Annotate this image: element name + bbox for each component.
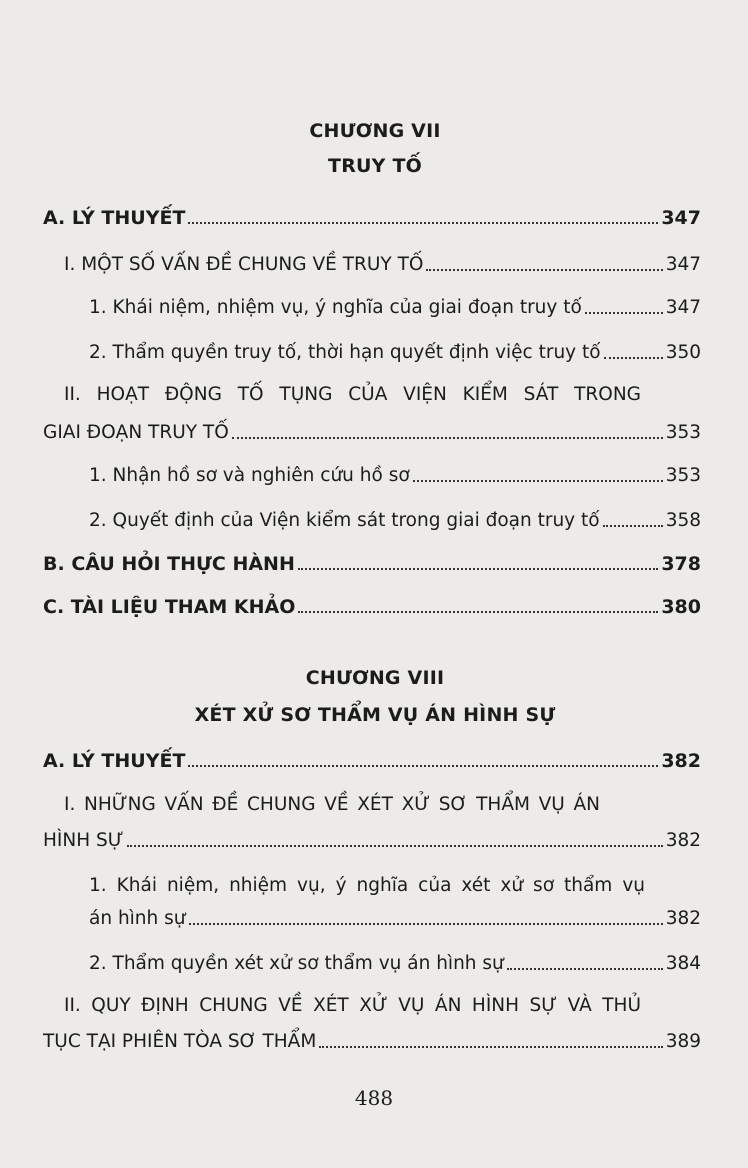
toc-entry-page: 382 [665, 908, 701, 929]
dot-leader [298, 566, 658, 570]
toc-entry-page: 347 [661, 207, 701, 229]
toc-entry[interactable] [43, 829, 701, 853]
toc-entry-text: A. LÝ THUYẾT [43, 750, 186, 772]
toc-entry-text-line1[interactable]: II. QUY ĐỊNH CHUNG VỀ XÉT XỬ VỤ ÁN HÌNH SỰ VÀ THỦ [64, 995, 641, 1016]
toc-entry-text: 2. Thẩm quyền truy tố, thời hạn quyết định việc truy tố [89, 342, 601, 363]
toc-entry[interactable] [89, 464, 701, 488]
dot-leader [426, 267, 662, 271]
toc-entry[interactable] [43, 749, 701, 773]
dot-leader [319, 1044, 662, 1048]
toc-entry-page: 380 [661, 596, 701, 618]
toc-entry-text: 2. Quyết định của Viện kiểm sát trong giai đoạn truy tố [89, 510, 600, 531]
toc-entry-text: HÌNH SỰ [43, 830, 124, 851]
dot-leader [188, 220, 658, 224]
toc-entry[interactable] [43, 1030, 701, 1054]
dot-leader [585, 310, 663, 314]
toc-entry-text: B. CÂU HỎI THỰC HÀNH [43, 553, 295, 575]
toc-entry-text: I. MỘT SỐ VẤN ĐỀ CHUNG VỀ TRUY TỐ [64, 254, 424, 275]
chapter-7-title: TRUY TỐ [328, 155, 422, 177]
dot-leader [603, 523, 663, 527]
toc-entry-page: 389 [665, 1031, 701, 1052]
dot-leader [298, 609, 658, 613]
toc-entry-text: 1. Khái niệm, nhiệm vụ, ý nghĩa của giai đoạn truy tố [89, 297, 582, 318]
toc-entry-text: 2. Thẩm quyền xét xử sơ thẩm vụ án hình sự [89, 953, 504, 974]
chapter-7-heading: CHƯƠNG VII [309, 120, 441, 142]
page-number: 488 [354, 1086, 394, 1110]
toc-entry-text: án hình sự [89, 908, 186, 929]
toc-entry-page: 382 [665, 830, 701, 851]
toc-entry-page: 358 [665, 510, 701, 531]
toc-entry[interactable] [43, 552, 701, 576]
toc-entry-text: TỤC TẠI PHIÊN TÒA SƠ THẨM [43, 1031, 317, 1052]
toc-entry-page: 347 [665, 254, 701, 275]
toc-entry[interactable] [43, 206, 701, 230]
dot-leader [188, 763, 658, 767]
toc-entry[interactable] [43, 421, 701, 445]
toc-entry-text-line1[interactable]: I. NHỮNG VẤN ĐỀ CHUNG VỀ XÉT XỬ SƠ THẨM VỤ ÁN [64, 794, 600, 815]
toc-entry-page: 384 [665, 953, 701, 974]
toc-entry-text-line1[interactable]: II. HOẠT ĐỘNG TỐ TỤNG CỦA VIỆN KIỂM SÁT TRONG [64, 384, 641, 405]
toc-entry[interactable] [89, 341, 701, 365]
toc-entry[interactable] [43, 595, 701, 619]
toc-entry[interactable] [89, 907, 701, 931]
toc-entry-text-line1[interactable]: 1. Khái niệm, nhiệm vụ, ý nghĩa của xét xử sơ thẩm vụ [89, 875, 645, 896]
toc-entry-page: 382 [661, 750, 701, 772]
toc-entry-page: 347 [665, 297, 701, 318]
toc-entry-page: 353 [665, 465, 701, 486]
toc-entry-page: 378 [661, 553, 701, 575]
dot-leader [413, 478, 663, 482]
chapter-8-title: XÉT XỬ SƠ THẨM VỤ ÁN HÌNH SỰ [194, 704, 556, 726]
toc-entry-text: 1. Nhận hồ sơ và nghiên cứu hồ sơ [89, 465, 410, 486]
toc-entry[interactable] [89, 296, 701, 320]
dot-leader [127, 843, 663, 847]
dot-leader [189, 921, 663, 925]
dot-leader [507, 966, 663, 970]
toc-entry[interactable] [64, 253, 701, 277]
toc-entry[interactable] [89, 952, 701, 976]
toc-entry[interactable] [89, 509, 701, 533]
toc-entry-page: 353 [665, 422, 701, 443]
toc-entry-text: A. LÝ THUYẾT [43, 207, 186, 229]
toc-entry-page: 350 [665, 342, 701, 363]
toc-entry-text: C. TÀI LIỆU THAM KHẢO [43, 596, 296, 618]
dot-leader [604, 355, 663, 359]
chapter-8-heading: CHƯƠNG VIII [305, 667, 445, 689]
dot-leader [232, 435, 663, 439]
toc-entry-text: GIAI ĐOẠN TRUY TỐ [43, 422, 229, 443]
